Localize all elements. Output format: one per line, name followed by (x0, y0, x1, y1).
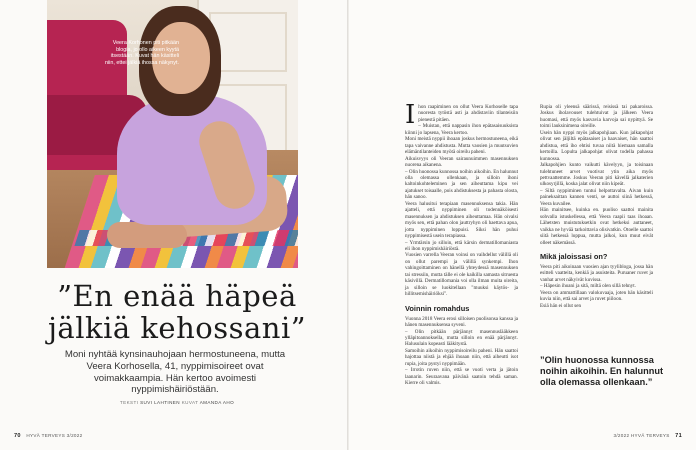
body-paragraph: Vuosien varrella Veeran voinsi on vaihdellut välillä oli on ollut parempi ja välillä synkempi. Ihon vahingoittaminen on hänellä yhteydessä masennuksen tai stressiin, mutta tälle ei ole kaikilla samasta sitruesta käsivillä. Dermatillomania voi olla ilman muita oireita, ja silloin se luokitellaan "muuksi käytös- ja hillitsemishäiriöksi". (405, 252, 518, 298)
article-deck: Moni nyhtää kynsinauhojaan hermostuneena, mutta Veera Korhosella, 41, nyppimisoireet ovat voimakkaampia. Hän kertoo avoimesti nyppimishäiriöstään. (64, 349, 286, 396)
body-paragraph: – Olin pitkään pärjännyt masennuslääkkeen ylläpitoannoksella, mutta silloin en enää pärjännyt. Halusulain kopeasti lääkitystä. (405, 328, 518, 348)
drop-cap: I (405, 100, 416, 130)
body-paragraph: Aikuisvyys oli Veeran sairaunuimmen masennuksen nuorena aikanena. (405, 155, 518, 169)
body-paragraph: Rupia oli yleensä säärissä, reisissä tai pakaroissa. Joskus iholavouset tulehtuivat ja jälkeen Veera huomasi, että myös kasvavia karvoja sai nypittyä. Se toimi lauksinimena oireille. (540, 104, 653, 130)
folio-left (14, 433, 83, 439)
article-headline: ”En enää häpeä jälkiä kehossani” (47, 279, 307, 345)
body-paragraph: Moni meistä nyppii ihoaan joskus hermostuneena, eikä tapa vaivanne ahdistusta. Mutta vaosien ja muutsuvien elämäntilanteiden myötä oireilu paheni. (405, 136, 518, 156)
body-paragraph: – Siltä nyppiminen tuntui helpottavalta. Aivan kuin paineksaittan kannen venti, se auttoi siinä hetkessä, Veera kuvailee. (540, 187, 653, 207)
body-paragraph: – Irrotin ruven niin, että se vuoti verta ja jätoin laanarin. Seuraavana päivänä saatoin tehdä saman. Kierre oli valmis. (405, 367, 518, 387)
body-paragraph: – Olin huonossa kunnossa noihin aikoihin. En halunnut olla olemassa ollenkaan, ja silloin ihoni kaltoinkohteleminen ja sen aiheuttama kipu vei ajatukset toisaalle, pois ahdistuksesta ja pahasta olosta, hän sanoo. (405, 168, 518, 201)
section-subhead: Mikä jaloissasi on? (540, 251, 608, 261)
text-credit-label: TEKSTI (119, 400, 139, 405)
section-subhead: Voinnin romahdus (405, 303, 470, 313)
photo-credit-label: KUVAT (181, 400, 199, 405)
text-column-1 (405, 100, 518, 387)
pull-quote: ”Olin huonossa kunnossa noihin aikoihin. En halunnut olla olemassa ollenkaan.” (540, 355, 663, 387)
body-paragraph: Vuonna 2018 Veera erosi silloisen puolisonsa kanssa ja hänen masennuksensa syveni. (405, 315, 518, 329)
page-number: 70 (14, 433, 21, 439)
body-paragraph: Veera on ammattillaan valokuvaaja, joten hän käsitteli kuvia niin, että sai arvet ja ruvet piiloon. (540, 289, 653, 303)
body-paragraph: Samoihin aikoihin nyppimisoireilu paheni. Hän saattoi hajottaa niistä ja ehjää ihoaan niin, että aiheutti isot rupia, joita pystyi nyppimään. (405, 347, 518, 367)
photo-caption: Veera Korhonen piti pitkään blogia, jo ollo aikeen kyytä itsestään. Kuvat hän käsitteli niin, ettei jälkiä ihossa näkynyt. (104, 40, 179, 66)
body-paragraph: – Yrmtärsin jo silloin, että kärsin dermatillomaniasta eli ihon nyppimishäiriöstä. (405, 239, 518, 252)
body-paragraph: Veera halusitui terapiaan masennuksensa takia. Hän ajatteli, että nyppiminen oli todennäköisesti masennuksen ja ahdistuksen aiheuttamaa. Hän oivalsi myös sen, että pahan olon jauttryhyn oli haettava apua, jotta nyppiminen loppuisi. Siksi hän puhui nyppimisestä usein terapiassa. (405, 200, 518, 240)
page-number: 71 (675, 433, 682, 439)
folio-right (614, 433, 683, 439)
body-paragraph: hon raapiminen on ollut Veera Korhoselle tapa nuoresta tytöstä asti ja ahdistaviin tilanteisiin pienestä pitäen. (418, 104, 518, 123)
body-paragraph: – Häpesin ihoani ja sitä, miltä olen sillä tehnyt. (540, 283, 636, 290)
body-paragraph: Veera piti aikoinaan vuosien ajan tyylibloga, jossa hän esitteli vaatteita, kenkiä ja asuisteita. Puruaner ruvet ja vanhat arvet näkyivät kuvissa. (540, 263, 653, 283)
text-credit-author: SUVI LAHTINEN (140, 400, 180, 405)
photo-credit-author: AMANDA AHO (199, 400, 235, 405)
article-credits (47, 400, 307, 405)
folio-label: HYVÄ TERVEYS 3/2022 (26, 433, 83, 438)
body-paragraph: Hän mainitsee, kuinka en. puoliso saattoi mainita sohvalla istuskellessa, että Veera raapii taas ihoaan. Lähetsten muistutuksetkin ovat hetkeksi auttaneet, vaikka ne hyvää tarkoittavia olisivatkin. Otoelle saattoi siitä hetkessä loppua, mutta jalkoi, kun muut eivät olleet näkemässä. (540, 207, 653, 246)
text-column-2 (540, 104, 653, 309)
body-paragraph: – Muistan, että nappasin ihon epätasaisuuksista kiinni jo lapsena, Veera kertoo. (405, 123, 518, 136)
body-paragraph: Jalkapohjien kunto vaikutti kävelyyn, ja toisinaan tulehtuneet arvet vuotivat ytin aika myös pettvaattemme. Joskus Veeran piti kävellä jalkaterien ulkosyrjillä, koska jalat olivat niin kipeät. (540, 162, 653, 188)
body-paragraph: Usein hän nyppi myös jalkapohjiaan. Kun jalkapohjat olivat sen jäljiltä epätasaiset ja haavaiset, hän saattoi ahdistua, että iho ehtisi tuvaa niitä hiemaan samalla kertoilla. Lopulta jalkapohjat olivat todella pahassa kunnossa. (540, 129, 653, 162)
body-paragraph: Esiä hän ei ollut sen (540, 302, 582, 309)
folio-label: 3/2022 HYVÄ TERVEYS (613, 433, 670, 438)
portrait-photo (47, 0, 298, 268)
